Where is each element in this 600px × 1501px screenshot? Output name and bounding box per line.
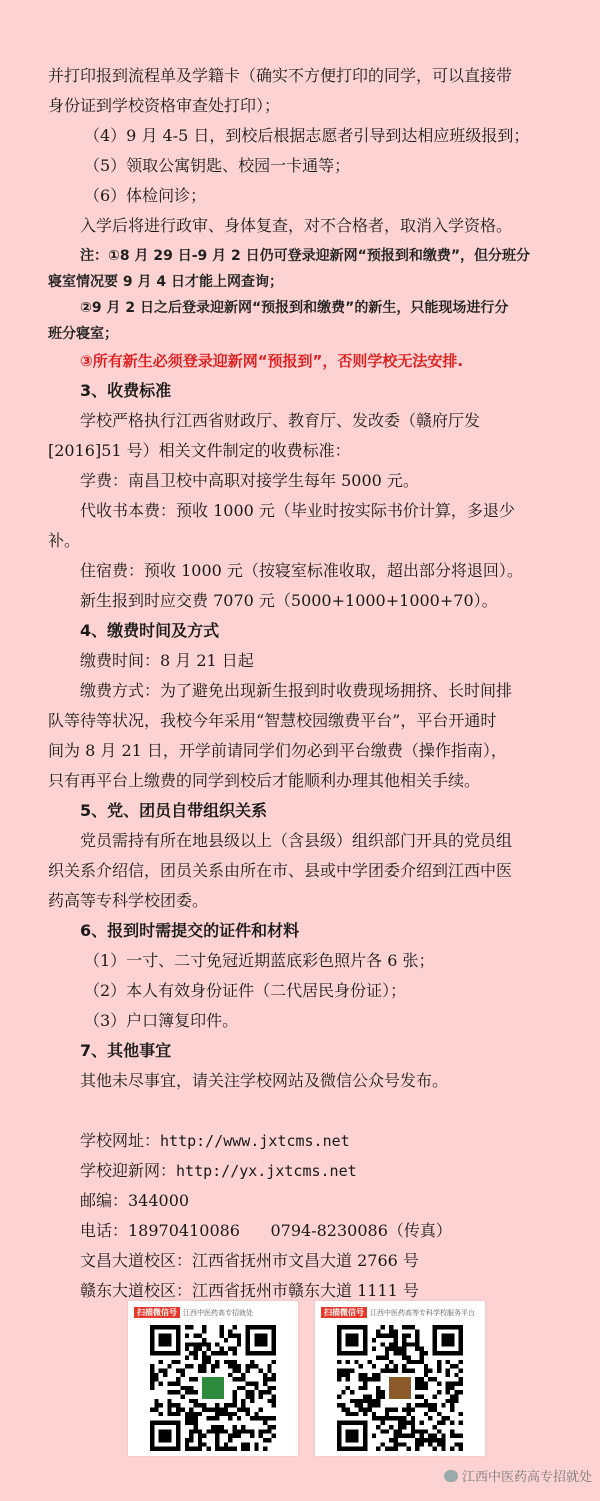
list-item: （2）本人有效身份证件（二代居民身份证）； (84, 981, 407, 1000)
text-line: 入学后将进行政审、身体复查，对不合格者，取消入学资格。 (80, 216, 513, 235)
text-line: 药高等专科学校团委。 (48, 891, 209, 910)
qr-card-right (315, 1301, 485, 1456)
campus-address-2: 赣东大道校区：江西省抚州市赣东大道 1111 号 (80, 1281, 419, 1300)
qr-code-image[interactable] (337, 1325, 463, 1451)
qr-code-image[interactable] (150, 1325, 276, 1451)
qr-header (134, 1305, 292, 1321)
section-heading: 7、其他事宜 (80, 1041, 172, 1060)
note-line: 注：①8 月 29 日-9 月 2 日仍可登录迎新网“预报到和缴费”，但分班分 (80, 248, 531, 264)
wechat-watermark (444, 1466, 592, 1485)
list-item: （1）一寸、二寸免冠近期蓝底彩色照片各 6 张； (84, 951, 435, 970)
qr-tag: 扫描微信号 (321, 1307, 367, 1318)
note-line: 寝室情况要 9 月 4 日才能上网查询； (48, 274, 283, 290)
text-line: 缴费方式：为了避免出现新生报到时收费现场拥挤、长时间排 (80, 681, 513, 700)
list-item: （4）9 月 4-5 日，到校后根据志愿者引导到达相应班级报到； (84, 126, 530, 145)
text-line: 代收书本费：预收 1000 元（毕业时按实际书价计算，多退少 (80, 501, 515, 520)
campus-address-1: 文昌大道校区：江西省抚州市文昌大道 2766 号 (80, 1251, 419, 1270)
welcome-link[interactable]: http://yx.jxtcms.net (176, 1162, 357, 1180)
text-line: 缴费时间：8 月 21 日起 (80, 651, 254, 670)
section-heading: 3、收费标准 (80, 381, 172, 400)
section-heading: 5、党、团员自带组织关系 (80, 801, 268, 820)
text-line: 其他未尽事宜，请关注学校网站及微信公众号发布。 (80, 1071, 449, 1090)
text-line: 新生报到时应交费 7070 元（5000+1000+1000+70）。 (80, 591, 498, 610)
welcome-website (80, 1161, 570, 1181)
watermark-text: 江西中医药高专招就处 (461, 1470, 592, 1485)
wechat-icon (444, 1470, 458, 1482)
qr-subtitle: 江西中医药高专招就处 (183, 1309, 253, 1317)
text-line: 住宿费：预收 1000 元（按寝室标准收取，超出部分将退回）。 (80, 561, 523, 580)
text-line: 党员需持有所在地县级以上（含县级）组织部门开具的党员组 (80, 831, 513, 850)
qr-header (321, 1305, 479, 1321)
note-line: 班分寝室； (48, 326, 118, 342)
note-line: ②9 月 2 日之后登录迎新网“预报到和缴费”的新生，只能现场进行分 (80, 300, 509, 316)
text-line: 学校严格执行江西省财政厅、教育厅、发改委（赣府厅发 (80, 411, 481, 430)
text-line: 并打印报到流程单及学籍卡（确实不方便打印的同学，可以直接带 (48, 66, 513, 85)
text-line: 间为 8 月 21 日，开学前请同学们勿必到平台缴费（操作指南）， (48, 741, 507, 760)
section-heading: 4、缴费时间及方式 (80, 621, 220, 640)
text-line: 队等待等状况，我校今年采用“智慧校园缴费平台”，平台开通时 (48, 711, 497, 730)
website-label: 学校网址： (80, 1131, 161, 1150)
text-line: 身份证到学校资格审查处打印）； (48, 96, 281, 115)
welcome-label: 学校迎新网： (80, 1161, 177, 1180)
text-line: 只有再平台上缴费的同学到校后才能顺利办理其他相关手续。 (48, 771, 481, 790)
phone-numbers: 电话：18970410086 0794-8230086（传真） (80, 1221, 452, 1240)
text-line: 学费：南昌卫校中高职对接学生每年 5000 元。 (80, 471, 419, 490)
qr-subtitle: 江西中医药高等专科学校服务平台 (370, 1309, 475, 1317)
list-item: （5）领取公寓钥匙、校园一卡通等； (84, 156, 351, 175)
text-line: [2016]51 号）相关文件制定的收费标准： (48, 441, 351, 460)
school-website (80, 1131, 570, 1151)
section-heading: 6、报到时需提交的证件和材料 (80, 921, 300, 940)
zip-code: 邮编：344000 (80, 1191, 190, 1210)
warning-line: ③所有新生必须登录迎新网“预报到”，否则学校无法安排. (80, 352, 464, 370)
list-item: （6）体检问诊； (84, 186, 207, 205)
text-line: 补。 (48, 531, 81, 550)
website-link[interactable]: http://www.jxtcms.net (160, 1132, 350, 1150)
qr-tag: 扫描微信号 (134, 1307, 180, 1318)
list-item: （3）户口簿复印件。 (84, 1011, 239, 1030)
text-line: 织关系介绍信，团员关系由所在市、县或中学团委介绍到江西中医 (48, 861, 513, 880)
qr-card-left (128, 1301, 298, 1456)
